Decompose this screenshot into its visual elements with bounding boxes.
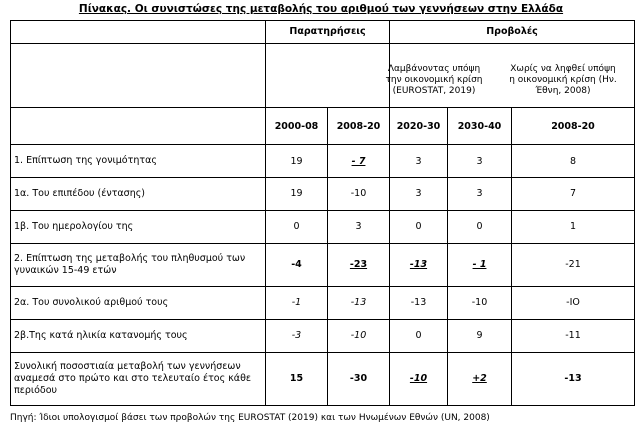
value-cell: -10 <box>328 319 390 352</box>
value-cell: -IO <box>512 286 635 319</box>
value-cell: -13 <box>328 286 390 319</box>
value-cell: - 7 <box>328 145 390 178</box>
value-cell: -21 <box>512 243 635 286</box>
period-header: 2000-08 <box>266 108 328 145</box>
source-note: Πηγή: Ίδιοι υπολογισμοί βάσει των προβολών της EUROSTAT (2019) και των Ηνωμένων Εθνών (UN, 2008) <box>10 413 490 423</box>
value-cell: 0 <box>390 210 448 243</box>
value-cell: 15 <box>266 352 328 405</box>
value-cell: 9 <box>448 319 512 352</box>
value-cell: -13 <box>390 286 448 319</box>
table-title: Πίνακας. Οι συνιστώσες της μεταβολής του αριθμού των γεννήσεων στην Ελλάδα <box>78 3 564 15</box>
row-label: 2. Επίπτωση της μεταβολής του πληθυσμού των γυναικών 15-49 ετών <box>11 243 266 286</box>
table-row <box>11 210 635 243</box>
header-projections: Προβολές <box>390 21 635 44</box>
header-row-groups <box>11 21 635 44</box>
table-row <box>11 286 635 319</box>
header-observations: Παρατηρήσεις <box>266 21 390 44</box>
table-row <box>11 243 635 286</box>
value-cell: -13 <box>390 243 448 286</box>
value-cell: -23 <box>328 243 390 286</box>
value-cell: 3 <box>390 178 448 211</box>
table-row <box>11 178 635 211</box>
value-cell: +2 <box>448 352 512 405</box>
value-cell: 3 <box>448 178 512 211</box>
header-empty-cell <box>11 108 266 145</box>
row-label: 1α. Του επιπέδου (έντασης) <box>11 178 266 211</box>
header-row-periods <box>11 108 635 145</box>
value-cell: -4 <box>266 243 328 286</box>
header-without-crisis: Χωρίς να ληφθεί υπόψη η οικονομική κρίση (Ην. Έθνη, 2008) <box>509 64 617 96</box>
value-cell: 7 <box>512 178 635 211</box>
value-cell: -13 <box>512 352 635 405</box>
value-cell: 3 <box>448 145 512 178</box>
value-cell: -11 <box>512 319 635 352</box>
table-row <box>11 352 635 405</box>
value-cell: - 1 <box>448 243 512 286</box>
header-empty-cell <box>266 43 390 108</box>
value-cell: 0 <box>390 319 448 352</box>
header-with-crisis: Λαμβάνοντας υπόψη την οικονομική κρίση (EUROSTAT, 2019) <box>385 64 483 96</box>
value-cell: -10 <box>328 178 390 211</box>
period-header: 2030-40 <box>448 108 512 145</box>
table-row <box>11 319 635 352</box>
value-cell: -10 <box>390 352 448 405</box>
value-cell: 0 <box>448 210 512 243</box>
value-cell: 8 <box>512 145 635 178</box>
value-cell: -1 <box>266 286 328 319</box>
table-row <box>11 145 635 178</box>
header-empty-cell <box>11 43 266 108</box>
row-label: 2β.Της κατά ηλικία κατανομής τους <box>11 319 266 352</box>
value-cell: 3 <box>390 145 448 178</box>
value-cell: -10 <box>448 286 512 319</box>
row-label: Συνολική ποσοστιαία μεταβολή των γεννήσεων αναμεσά στο πρώτο και στο τελευταίο έτος κάθε περιόδου <box>11 352 266 405</box>
period-header: 2020-30 <box>390 108 448 145</box>
row-label: 1. Επίπτωση της γονιμότητας <box>11 145 266 178</box>
row-label: 1β. Του ημερολογίου της <box>11 210 266 243</box>
value-cell: 0 <box>266 210 328 243</box>
value-cell: -30 <box>328 352 390 405</box>
value-cell: 19 <box>266 145 328 178</box>
value-cell: 19 <box>266 178 328 211</box>
header-empty-cell <box>11 21 266 44</box>
period-header: 2008-20 <box>328 108 390 145</box>
value-cell: 3 <box>328 210 390 243</box>
value-cell: -3 <box>266 319 328 352</box>
period-header: 2008-20 <box>512 108 635 145</box>
row-label: 2α. Του συνολικού αριθμού τους <box>11 286 266 319</box>
value-cell: 1 <box>512 210 635 243</box>
